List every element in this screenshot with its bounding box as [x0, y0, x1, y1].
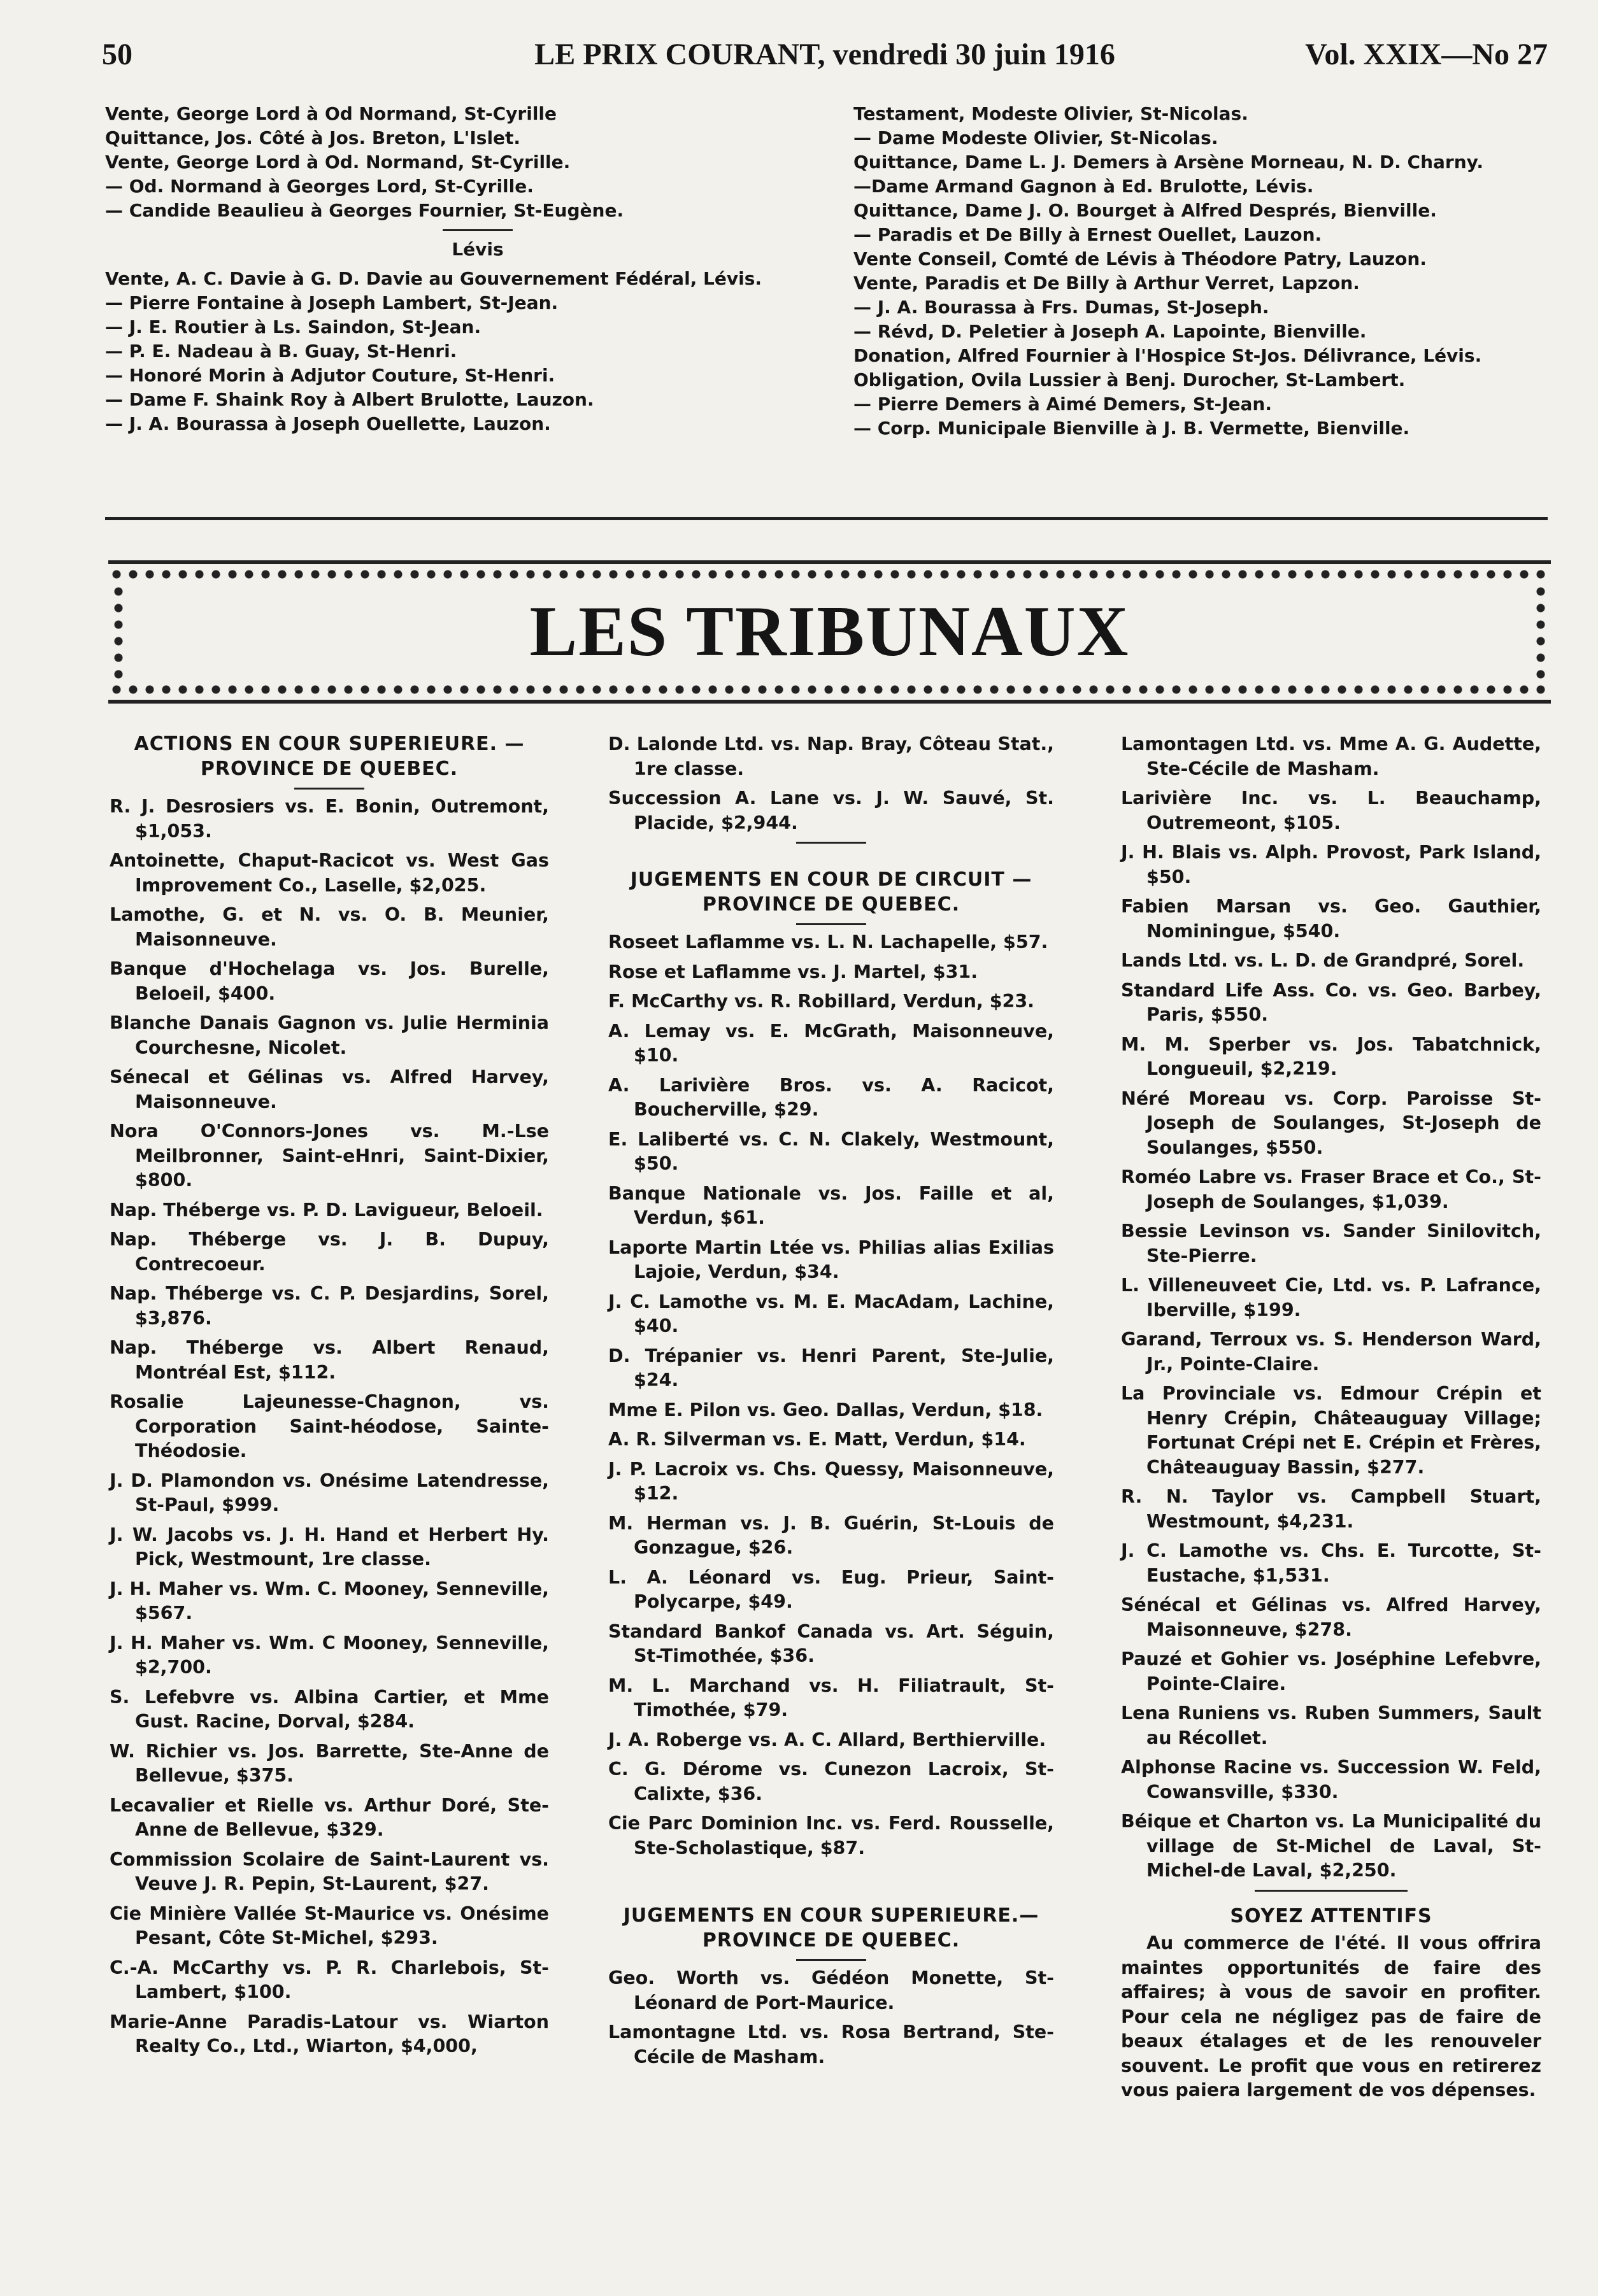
horizontal-rule [105, 517, 1548, 520]
list-item: J. C. Lamothe vs. Chs. E. Turcotte, St-Eustache, $1,531. [1121, 1540, 1541, 1586]
divider [796, 923, 866, 925]
list-item: A. Larivière Bros. vs. A. Racicot, Boucherville, $29. [608, 1074, 1054, 1120]
list-item: M. Herman vs. J. B. Guérin, St-Louis de Gonzague, $26. [608, 1512, 1054, 1558]
list-item: S. Lefebvre vs. Albina Cartier, et Mme Gust. Racine, Dorval, $284. [110, 1686, 549, 1732]
list-item: E. Laliberté vs. C. N. Clakely, Westmount, $50. [608, 1128, 1054, 1174]
entry-list [608, 930, 1054, 1860]
notice-title: SOYEZ ATTENTIFS [1230, 1904, 1432, 1927]
list-item: La Provinciale vs. Edmour Crépin et Henry Crépin, Châteauguay Village; Fortunat Crépi net E. Crépin et Frères, Châteauguay Bassin, $277. [1121, 1383, 1541, 1478]
list-item: Banque d'Hochelaga vs. Jos. Burelle, Beloeil, $400. [110, 958, 549, 1004]
list-item: Banque Nationale vs. Jos. Faille et al, Verdun, $61. [608, 1182, 1054, 1228]
list-item: R. J. Desrosiers vs. E. Bonin, Outremont, $1,053. [110, 796, 549, 842]
list-item: Nora O'Connors-Jones vs. M.-Lse Meilbronner, Saint-eHnri, Saint-Dixier, $800. [110, 1121, 549, 1191]
list-item: Quittance, Jos. Côté à Jos. Breton, L'Islet. [105, 127, 521, 148]
list-item: Pauzé et Gohier vs. Joséphine Lefebvre, Pointe-Claire. [1121, 1648, 1541, 1694]
section-banner [108, 560, 1551, 704]
list-item: Vente, George Lord à Od. Normand, St-Cyrille. [105, 152, 571, 173]
column-1 [110, 732, 549, 2064]
list-item: Roseet Laflamme vs. L. N. Lachapelle, $57. [608, 932, 1048, 953]
list-item: — Dame Modeste Olivier, St-Nicolas. [853, 127, 1218, 148]
column-heading: ACTIONS EN COUR SUPERIEURE. — PROVINCE DE QUEBEC. [134, 733, 525, 780]
list-item: Obligation, Ovila Lussier à Benj. Durocher, St-Lambert. [853, 369, 1406, 390]
column-heading-superior: JUGEMENTS EN COUR SUPERIEURE.—PROVINCE DE QUEBEC. [623, 1904, 1039, 1952]
list-item: Rosalie Lajeunesse-Chagnon, vs. Corporation Saint-héodose, Sainte-Théodosie. [110, 1391, 549, 1461]
list-item: Vente, George Lord à Od Normand, St-Cyrille [105, 103, 557, 124]
list-item: Commission Scolaire de Saint-Laurent vs. Veuve J. R. Pepin, St-Laurent, $27. [110, 1848, 549, 1894]
list-item: — J. A. Bourassa à Frs. Dumas, St-Joseph. [853, 297, 1269, 318]
list-item: Nap. Théberge vs. J. B. Dupuy, Contrecoeur. [110, 1229, 549, 1275]
list-item: Sénécal et Gélinas vs. Alfred Harvey, Maisonneuve, $278. [1121, 1594, 1541, 1640]
list-item: C.-A. McCarthy vs. P. R. Charlebois, St-Lambert, $100. [110, 1957, 549, 2002]
list-item: A. Lemay vs. E. McGrath, Maisonneuve, $10. [608, 1020, 1054, 1066]
section-title-levis: Lévis [452, 239, 504, 260]
list-item: Bessie Levinson vs. Sander Sinilovitch, Ste-Pierre. [1121, 1221, 1541, 1266]
list-item: Béique et Charton vs. La Municipalité du village de St-Michel de Laval, St-Michel-de Laval, $2,250. [1121, 1811, 1541, 1881]
list-item: W. Richier vs. Jos. Barrette, Ste-Anne de Bellevue, $375. [110, 1740, 549, 1786]
list-item: J. D. Plamondon vs. Onésime Latendresse, St-Paul, $999. [110, 1470, 549, 1515]
list-item: Mme E. Pilon vs. Geo. Dallas, Verdun, $18. [608, 1399, 1043, 1421]
list-item: — Candide Beaulieu à Georges Fournier, St-Eugène. [105, 200, 624, 221]
list-item: C. G. Dérome vs. Cunezon Lacroix, St-Calixte, $36. [608, 1759, 1054, 1804]
ornament-border-top [108, 568, 1551, 581]
notice-text: Au commerce de l'été. Il vous offrira maintes opportunités de faire des affaires; à vous de savoir en profiter. Pour cela ne négligez pas de faire de beaux étalages et de les renouveler souvent. Le profit que vous en retirerez vous paiera largement de vos dépenses. [1121, 1932, 1541, 2101]
list-item: J. W. Jacobs vs. J. H. Hand et Herbert Hy. Pick, Westmount, 1re classe. [110, 1524, 549, 1570]
running-head [102, 37, 1548, 75]
list-item: —Dame Armand Gagnon à Ed. Brulotte, Lévis. [853, 176, 1314, 197]
list-item: — Od. Normand à Georges Lord, St-Cyrille. [105, 176, 534, 197]
list-item: Standard Bankof Canada vs. Art. Séguin, St-Timothée, $36. [608, 1620, 1054, 1666]
banner-title: LES TRIBUNAUX [529, 592, 1130, 671]
list-item: L. A. Léonard vs. Eug. Prieur, Saint-Polycarpe, $49. [608, 1566, 1054, 1612]
entry-list [110, 795, 549, 2059]
list-item: — Pierre Fontaine à Joseph Lambert, St-Jean. [105, 292, 559, 313]
entry-list [608, 1966, 1054, 2069]
list-item: Lena Runiens vs. Ruben Summers, Sault au Récollet. [1121, 1703, 1541, 1748]
list-item: Geo. Worth vs. Gédéon Monette, St-Léonard de Port-Maurice. [608, 1967, 1054, 2013]
ornament-border-bottom [108, 683, 1551, 696]
list-item: J. H. Maher vs. Wm. C. Mooney, Senneville, $567. [110, 1578, 549, 1624]
list-item: Nap. Théberge vs. P. D. Lavigueur, Beloeil. [110, 1199, 543, 1221]
divider [443, 229, 513, 231]
list-item: — Honoré Morin à Adjutor Couture, St-Henri. [105, 365, 555, 386]
column-heading-circuit: JUGEMENTS EN COUR DE CIRCUIT —PROVINCE DE QUEBEC. [630, 868, 1032, 916]
list-item: J. A. Roberge vs. A. C. Allard, Berthierville. [608, 1729, 1046, 1750]
list-item: — J. E. Routier à Ls. Saindon, St-Jean. [105, 316, 482, 337]
list-item: — Pierre Demers à Aimé Demers, St-Jean. [853, 393, 1272, 415]
list-item: Nap. Théberge vs. Albert Renaud, Montréal Est, $112. [110, 1337, 549, 1383]
column-3 [1121, 732, 1541, 2108]
list-item: Fabien Marsan vs. Geo. Gauthier, Nominingue, $540. [1121, 896, 1541, 942]
list-item: Cie Minière Vallée St-Maurice vs. Onésime Pesant, Côte St-Michel, $293. [110, 1903, 549, 1948]
list-item: — P. E. Nadeau à B. Guay, St-Henri. [105, 341, 457, 362]
list-item: — Révd, D. Peletier à Joseph A. Lapointe, Bienville. [853, 321, 1367, 342]
list-item: — J. A. Bourassa à Joseph Ouellette, Lauzon. [105, 413, 551, 434]
volume-number: Vol. XXIX—No 27 [1305, 38, 1548, 71]
divider [294, 788, 364, 790]
list-item: Quittance, Dame L. J. Demers à Arsène Morneau, N. D. Charny. [853, 152, 1483, 173]
list-item: Lamontagen Ltd. vs. Mme A. G. Audette, Ste-Cécile de Masham. [1121, 733, 1541, 779]
list-item: Marie-Anne Paradis-Latour vs. Wiarton Realty Co., Ltd., Wiarton, $4,000, [110, 2011, 549, 2057]
list-item: Néré Moreau vs. Corp. Paroisse St-Joseph de Soulanges, St-Joseph de Soulanges, $550. [1121, 1088, 1541, 1158]
list-item: D. Trépanier vs. Henri Parent, Ste-Julie, $24. [608, 1345, 1054, 1391]
list-item: D. Lalonde Ltd. vs. Nap. Bray, Côteau Stat., 1re classe. [608, 733, 1054, 779]
divider [1255, 1890, 1408, 1892]
list-item: L. Villeneuveet Cie, Ltd. vs. P. Lafrance, Iberville, $199. [1121, 1275, 1541, 1321]
list-item: Vente Conseil, Comté de Lévis à Théodore Patry, Lauzon. [853, 248, 1427, 269]
list-item: A. R. Silverman vs. E. Matt, Verdun, $14. [608, 1429, 1026, 1450]
entry-list [608, 732, 1054, 835]
list-item: F. McCarthy vs. R. Robillard, Verdun, $23. [608, 991, 1035, 1012]
list-item: Antoinette, Chaput-Racicot vs. West Gas Improvement Co., Laselle, $2,025. [110, 850, 549, 896]
list-item: Rose et Laflamme vs. J. Martel, $31. [608, 961, 978, 982]
list-item: — Corp. Municipale Bienville à J. B. Vermette, Bienville. [853, 418, 1410, 439]
list-item: — Dame F. Shaink Roy à Albert Brulotte, Lauzon. [105, 389, 594, 410]
list-item: Quittance, Dame J. O. Bourget à Alfred Després, Bienville. [853, 200, 1437, 221]
entry-list [1121, 732, 1541, 1883]
list-item: Lands Ltd. vs. L. D. de Grandpré, Sorel. [1121, 950, 1525, 971]
top-right-column [853, 102, 1509, 441]
list-item: Sénecal et Gélinas vs. Alfred Harvey, Maisonneuve. [110, 1067, 549, 1112]
page-number: 50 [102, 38, 132, 71]
list-item: M. M. Sperber vs. Jos. Tabatchnick, Longueuil, $2,219. [1121, 1033, 1541, 1079]
divider [796, 842, 866, 844]
list-item: Lecavalier et Rielle vs. Arthur Doré, Ste-Anne de Bellevue, $329. [110, 1794, 549, 1840]
list-item: Vente, A. C. Davie à G. D. Davie au Gouvernement Fédéral, Lévis. [105, 268, 762, 289]
list-item: Lamontagne Ltd. vs. Rosa Bertrand, Ste-Cécile de Masham. [608, 2022, 1054, 2067]
list-item: — Paradis et De Billy à Ernest Ouellet, Lauzon. [853, 224, 1322, 245]
list-item: J. P. Lacroix vs. Chs. Quessy, Maisonneuve, $12. [608, 1458, 1054, 1504]
list-item: Larivière Inc. vs. L. Beauchamp, Outremeont, $105. [1121, 788, 1541, 833]
column-2 [608, 732, 1054, 2074]
list-item: M. L. Marchand vs. H. Filiatrault, St-Timothée, $79. [608, 1675, 1054, 1720]
list-item: Testament, Modeste Olivier, St-Nicolas. [853, 103, 1248, 124]
list-item: Donation, Alfred Fournier à l'Hospice St-Jos. Délivrance, Lévis. [853, 345, 1482, 366]
list-item: J. H. Blais vs. Alph. Provost, Park Island, $50. [1121, 842, 1541, 888]
top-left-column [105, 102, 850, 436]
list-item: Blanche Danais Gagnon vs. Julie Herminia Courchesne, Nicolet. [110, 1012, 549, 1058]
list-item: J. H. Maher vs. Wm. C Mooney, Senneville, $2,700. [110, 1632, 549, 1678]
list-item: Laporte Martin Ltée vs. Philias alias Exilias Lajoie, Verdun, $34. [608, 1237, 1054, 1282]
list-item: J. C. Lamothe vs. M. E. MacAdam, Lachine, $40. [608, 1291, 1054, 1336]
list-item: Roméo Labre vs. Fraser Brace et Co., St-Joseph de Soulanges, $1,039. [1121, 1166, 1541, 1212]
publication-line: LE PRIX COURANT, vendredi 30 juin 1916 [534, 38, 1115, 71]
list-item: Cie Parc Dominion Inc. vs. Ferd. Rousselle, Ste-Scholastique, $87. [608, 1813, 1054, 1859]
list-item: Alphonse Racine vs. Succession W. Feld, Cowansville, $330. [1121, 1757, 1541, 1803]
list-item: Succession A. Lane vs. J. W. Sauvé, St. Placide, $2,944. [608, 788, 1054, 833]
list-item: Lamothe, G. et N. vs. O. B. Meunier, Maisonneuve. [110, 904, 549, 950]
list-item: Standard Life Ass. Co. vs. Geo. Barbey, Paris, $550. [1121, 979, 1541, 1025]
list-item: Vente, Paradis et De Billy à Arthur Verret, Lapzon. [853, 273, 1360, 294]
divider [796, 1959, 866, 1961]
list-item: R. N. Taylor vs. Campbell Stuart, Westmount, $4,231. [1121, 1486, 1541, 1532]
list-item: Nap. Théberge vs. C. P. Desjardins, Sorel, $3,876. [110, 1283, 549, 1329]
list-item: Garand, Terroux vs. S. Henderson Ward, Jr., Pointe-Claire. [1121, 1329, 1541, 1375]
